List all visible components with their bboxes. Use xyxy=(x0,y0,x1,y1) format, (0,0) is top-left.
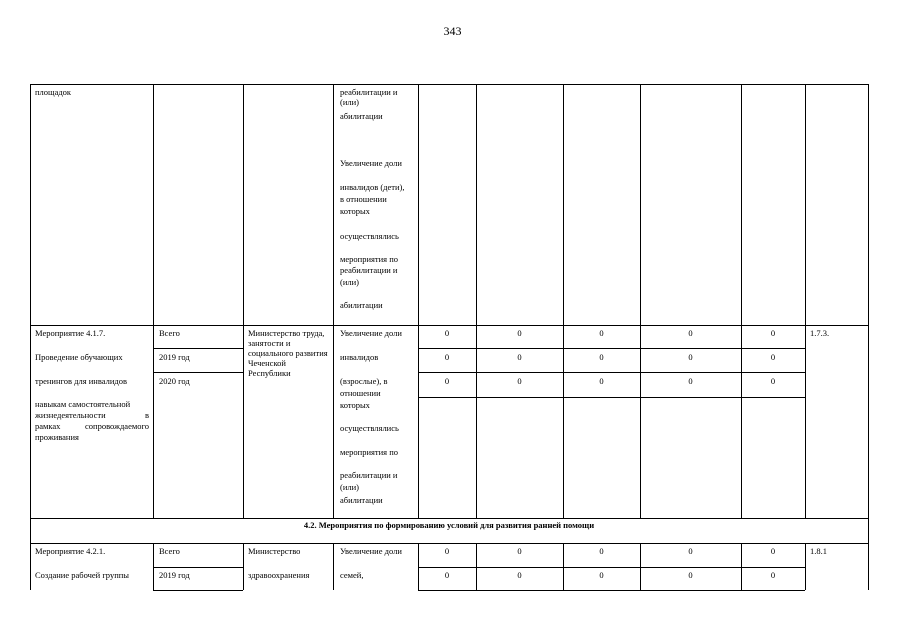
page-number: 343 xyxy=(443,24,462,38)
section-heading: 4.2. Мероприятия по формированию условий для развития ранней помощи xyxy=(303,520,595,530)
table-cell-executor: Министерство труда, занятости и социального развития Чеченской Республики xyxy=(248,328,328,378)
table-cell-ref: 1.7.3. xyxy=(810,328,830,338)
table-cell-ref: 1.8.1 xyxy=(810,546,827,556)
table-cell-activity: площадок xyxy=(35,87,72,97)
